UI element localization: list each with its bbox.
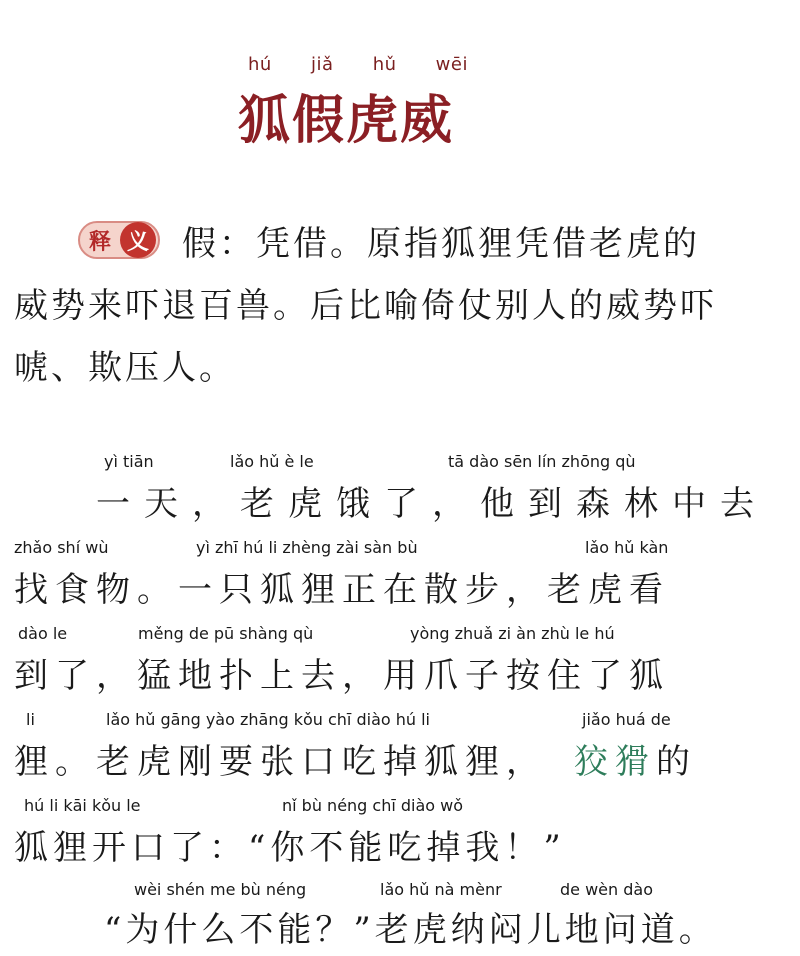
pinyin-line-5 bbox=[0, 796, 800, 820]
title-pinyin-2: jiǎ bbox=[310, 54, 334, 75]
pinyin-group: lǎo hǔ è le bbox=[230, 452, 314, 471]
story-text: 到了，猛地扑上去，用爪子按住了狐 bbox=[14, 656, 670, 696]
title-pinyin-1: hú bbox=[248, 54, 272, 75]
story-text: 找食物。一只狐狸正在散步，老虎看 bbox=[14, 570, 670, 610]
definition-badge-right: 义 bbox=[120, 222, 156, 258]
definition-badge bbox=[78, 221, 160, 259]
pinyin-line-1 bbox=[0, 452, 800, 476]
pinyin-group: zhǎo shí wù bbox=[14, 538, 109, 557]
pinyin-group: de wèn dào bbox=[560, 880, 653, 899]
pinyin-group: hú li kāi kǒu le bbox=[24, 796, 141, 815]
definition-line-1: 假：凭借。原指狐狸凭借老虎的 bbox=[182, 224, 700, 264]
story-text: 狸。老虎刚要张口吃掉狐狸， bbox=[14, 742, 547, 782]
pinyin-line-4 bbox=[0, 710, 800, 734]
highlighted-word: 狡猾 bbox=[574, 742, 656, 782]
title-pinyin-4: wēi bbox=[435, 54, 468, 75]
story-text: 狐狸开口了：“你不能吃掉我！” bbox=[14, 828, 566, 868]
story-line-6 bbox=[0, 902, 800, 950]
pinyin-group: lǎo hǔ gāng yào zhāng kǒu chī diào hú li bbox=[106, 710, 430, 729]
title-pinyin bbox=[248, 54, 468, 75]
pinyin-group: lǎo hǔ nà mènr bbox=[380, 880, 502, 899]
pinyin-group: měng de pū shàng qù bbox=[138, 624, 314, 643]
pinyin-line-6 bbox=[0, 880, 800, 904]
pinyin-group: wèi shén me bù néng bbox=[134, 880, 307, 899]
pinyin-group: yì zhī hú li zhèng zài sàn bù bbox=[196, 538, 418, 557]
story-line-5 bbox=[0, 820, 800, 868]
story-text: 一天，老虎饿了，他到森林中去 bbox=[96, 484, 768, 524]
definition-line-2: 威势来吓退百兽。后比喻倚仗别人的威势吓 bbox=[14, 286, 717, 326]
story-line-4 bbox=[0, 734, 800, 782]
page-title: 狐假虎威 bbox=[238, 90, 455, 151]
pinyin-group: tā dào sēn lín zhōng qù bbox=[448, 452, 636, 471]
pinyin-group: jiǎo huá de bbox=[582, 710, 671, 729]
pinyin-group: nǐ bù néng chī diào wǒ bbox=[282, 796, 464, 815]
pinyin-group: yì tiān bbox=[104, 452, 154, 471]
pinyin-group: dào le bbox=[18, 624, 68, 643]
story-text: 的 bbox=[656, 742, 690, 782]
story-text: “为什么不能？”老虎纳闷儿地问道。 bbox=[104, 910, 717, 950]
title-pinyin-3: hǔ bbox=[372, 54, 397, 75]
pinyin-line-2 bbox=[0, 538, 800, 562]
pinyin-group: lǎo hǔ kàn bbox=[585, 538, 669, 557]
story-line-3 bbox=[0, 648, 800, 696]
story-line-1 bbox=[0, 476, 800, 524]
pinyin-line-3 bbox=[0, 624, 800, 648]
definition-line-3: 唬、欺压人。 bbox=[14, 348, 236, 388]
pinyin-group: li bbox=[26, 710, 35, 729]
pinyin-group: yòng zhuǎ zi àn zhù le hú bbox=[410, 624, 615, 643]
story-line-2 bbox=[0, 562, 800, 610]
definition-badge-left: 释 bbox=[88, 229, 111, 255]
